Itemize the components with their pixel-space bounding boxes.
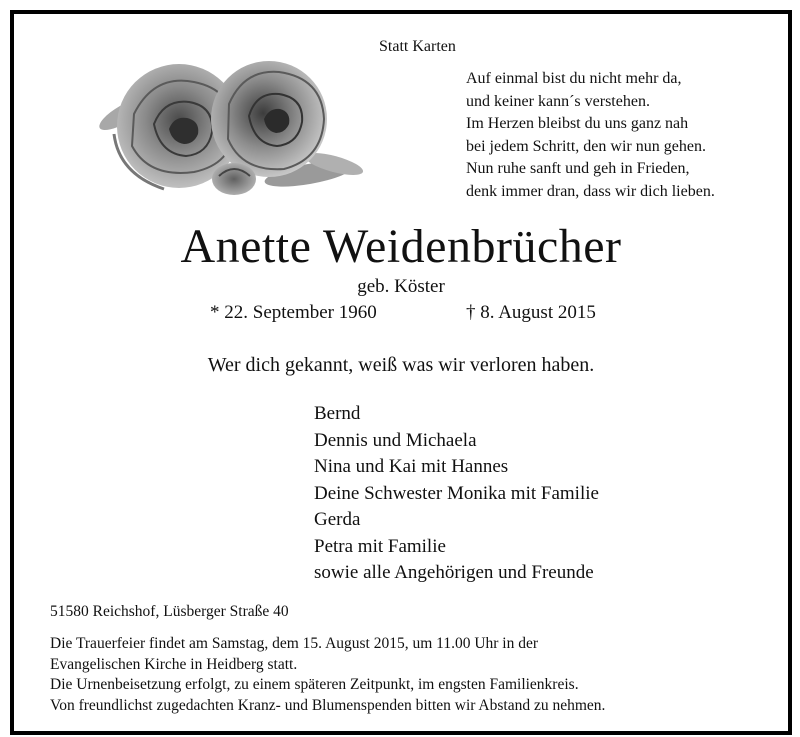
deceased-name: Anette Weidenbrücher [180,220,622,273]
notice-line: Die Urnenbeisetzung erfolgt, zu einem späteren Zeitpunkt, im engsten Familienkreis. [50,676,579,693]
poem-line: Nun ruhe sanft und geh in Frieden, [466,160,690,177]
memorial-quote: Wer dich gekannt, weiß was wir verloren haben. [207,354,595,376]
poem [466,68,715,203]
death-date: † 8. August 2015 [466,302,596,323]
mourner-item: Bernd [314,403,361,424]
mourner-item: sowie alle Angehörigen und Freunde [314,562,594,583]
roses-image [94,54,369,199]
statt-karten-label: Statt Karten [379,38,456,55]
mourner-item: Deine Schwester Monika mit Familie [314,482,599,504]
mourner-item: Nina und Kai mit Hannes [314,456,509,477]
poem-line: und keiner kann´s verstehen. [466,92,650,110]
poem-line: denk immer dran, dass wir dich lieben. [466,182,715,200]
obituary-card [10,10,792,735]
mourners-list [314,401,599,587]
maiden-name: geb. Köster [357,276,445,297]
notice-line: Evangelischen Kirche in Heidberg statt. [50,655,298,673]
notice-line: Die Trauerfeier findet am Samstag, dem 15. August 2015, um 11.00 Uhr in der [50,635,539,652]
mourner-item: Gerda [314,509,361,530]
notice-line: Von freundlichst zugedachten Kranz- und Blumenspenden bitten wir Abstand zu nehmen. [50,696,606,714]
poem-line: Im Herzen bleibst du uns ganz nah [466,115,689,132]
mourner-item: Dennis und Michaela [314,429,477,451]
poem-line: Auf einmal bist du nicht mehr da, [466,70,682,87]
family-address: 51580 Reichshof, Lüsberger Straße 40 [50,603,289,620]
birth-date: * 22. September 1960 [210,302,377,323]
funeral-notice [50,634,605,716]
poem-line: bei jedem Schritt, den wir nun gehen. [466,137,706,155]
mourner-item: Petra mit Familie [314,535,446,557]
